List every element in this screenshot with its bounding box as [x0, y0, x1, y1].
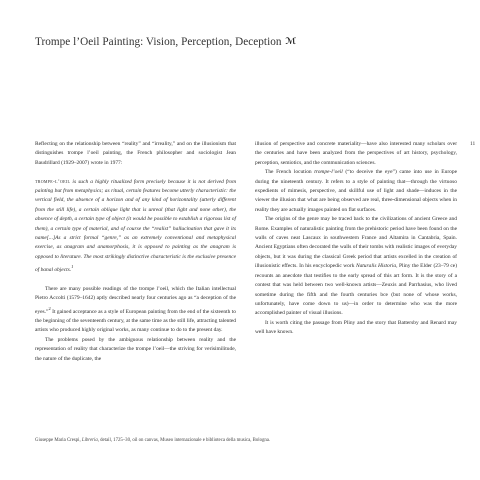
intro-paragraph: Reflecting on the relationship between “reality” and “irreality,” and on the illusionism that distinguishes trompe l’oeil painting, the French philosopher and sociologist Jean Baudrillard (1929–2007) wrote in 1977:	[35, 141, 236, 166]
right-column	[255, 140, 457, 338]
locution-text-a: The French locution	[265, 169, 315, 176]
accolti-paragraph	[35, 285, 236, 336]
quote-body: is such a highly ritualized form precisely because it is not derived from painting but from metaphysics; as ritual, certain features become utterly characteristic: the vertical field, the absence of a horizon and of any kind of horizontality (utterly different from the still life), a certain oblique light that is unreal (that light and none other), the absence of depth, a certain type of object (it would be possible to establish a rigorous list of them), a certain type of material, and of course the “realist” hallucination that gave it its name[...]As a strict formal “genre,” as an extremely conventional and metaphysical exercise, as anagram and anamorphosis, it is opposed to painting as the anagram is opposed to literature. The most strikingly distinctive characteristic is the exclusive presence of banal objects.	[35, 178, 236, 274]
locution-text-b: (“to deceive the eye”) came into use in Europe during the nineteenth century. It refers to a style of painting that—through the virtuoso expedients of mimesis, perspective, and skillful use of light and shade—induces in the viewer the illusion that what are being observed are real, three-dimensional objects when in reality they are actually images painted on flat surfaces.	[255, 169, 458, 213]
origins-work-title: Naturalis Historia	[355, 263, 397, 270]
page-title-text: Trompe l’Oeil Painting: Vision, Perception, Deception	[35, 36, 282, 48]
locution-term: trompe-l’oeil	[314, 169, 343, 176]
pliny-paragraph: It is worth citing the passage from Pliny and the story that Battersby and Renard may well have known.	[255, 319, 457, 336]
footnote-ref-1: 1	[71, 264, 74, 270]
origins-text-b: , Pliny the Elder (23–79 ce) recounts an anecdote that testifies to the early spread of this art form. It is the story of a contest that was held between two well-known artists—Zeuxis and Parrhasius, who lived sometime during the fifth and the fourth centuries bce (but none of whose works, unfortunately, have come down to us)—in order to determine who was the more accomplished painter of visual illusions.	[255, 263, 458, 317]
origins-text-a: The origins of the genre may be traced back to the civilizations of ancient Greece and Rome. Examples of naturalistic painting from the prehistoric period have been found on the walls of caves neat Lascaux in southwestern France and Altamira in Cantabria, Spain. Ancient Egyptians often decorated the walls of their tombs with realistic images of everyday objects, but it was during the classical Greek period that artists excelled in the creation of illusionistic effects. In his encyclopedic work	[255, 216, 457, 270]
caption-work-title: Libreria	[81, 438, 98, 443]
accolti-text-a: There are many possible readings of the trompe l’oeil, which the Italian intellectual Pietro Accolti (1579–1642) aptly described nearly four centuries ago as “a deception of the eyes.”	[35, 285, 236, 315]
caption-suffix: , detail, 1725–30, oil on canvas, Museo internazionale e biblioteca della musica, Bologna.	[97, 438, 271, 443]
publisher-mark-icon: ℳ	[285, 37, 297, 47]
page-number: 11	[470, 141, 476, 147]
baudrillard-quote	[35, 178, 236, 276]
quote-lead-term: trompe-l’oeil	[35, 178, 71, 185]
figure-caption	[35, 437, 455, 445]
footnote-ref-2: 2	[48, 305, 51, 311]
accolti-text-b: It gained acceptance as a style of European painting from the end of the sixteenth to the beginning of the seventeenth century, at the same time as the still life, attracting talented artists who produced highly original works, as many continue to do to the present day.	[35, 308, 236, 334]
left-column	[35, 140, 236, 364]
locution-paragraph	[255, 168, 457, 215]
continuation-paragraph: illusion of perspective and concrete materiality—have also interested many scholars over the centuries and have been analyzed from the perspectives of art history, psychology, perception, semiotics, and the communication sciences.	[255, 141, 457, 166]
caption-prefix: Giuseppe Maria Crespi,	[35, 438, 82, 443]
page-title	[35, 36, 296, 48]
problems-paragraph: The problems posed by the ambiguous relationship between reality and the representation of reality that characterize the trompe l’oeil—the striving for verisimilitude, the nature of the duplicate, the	[35, 336, 236, 362]
origins-paragraph	[255, 215, 457, 318]
